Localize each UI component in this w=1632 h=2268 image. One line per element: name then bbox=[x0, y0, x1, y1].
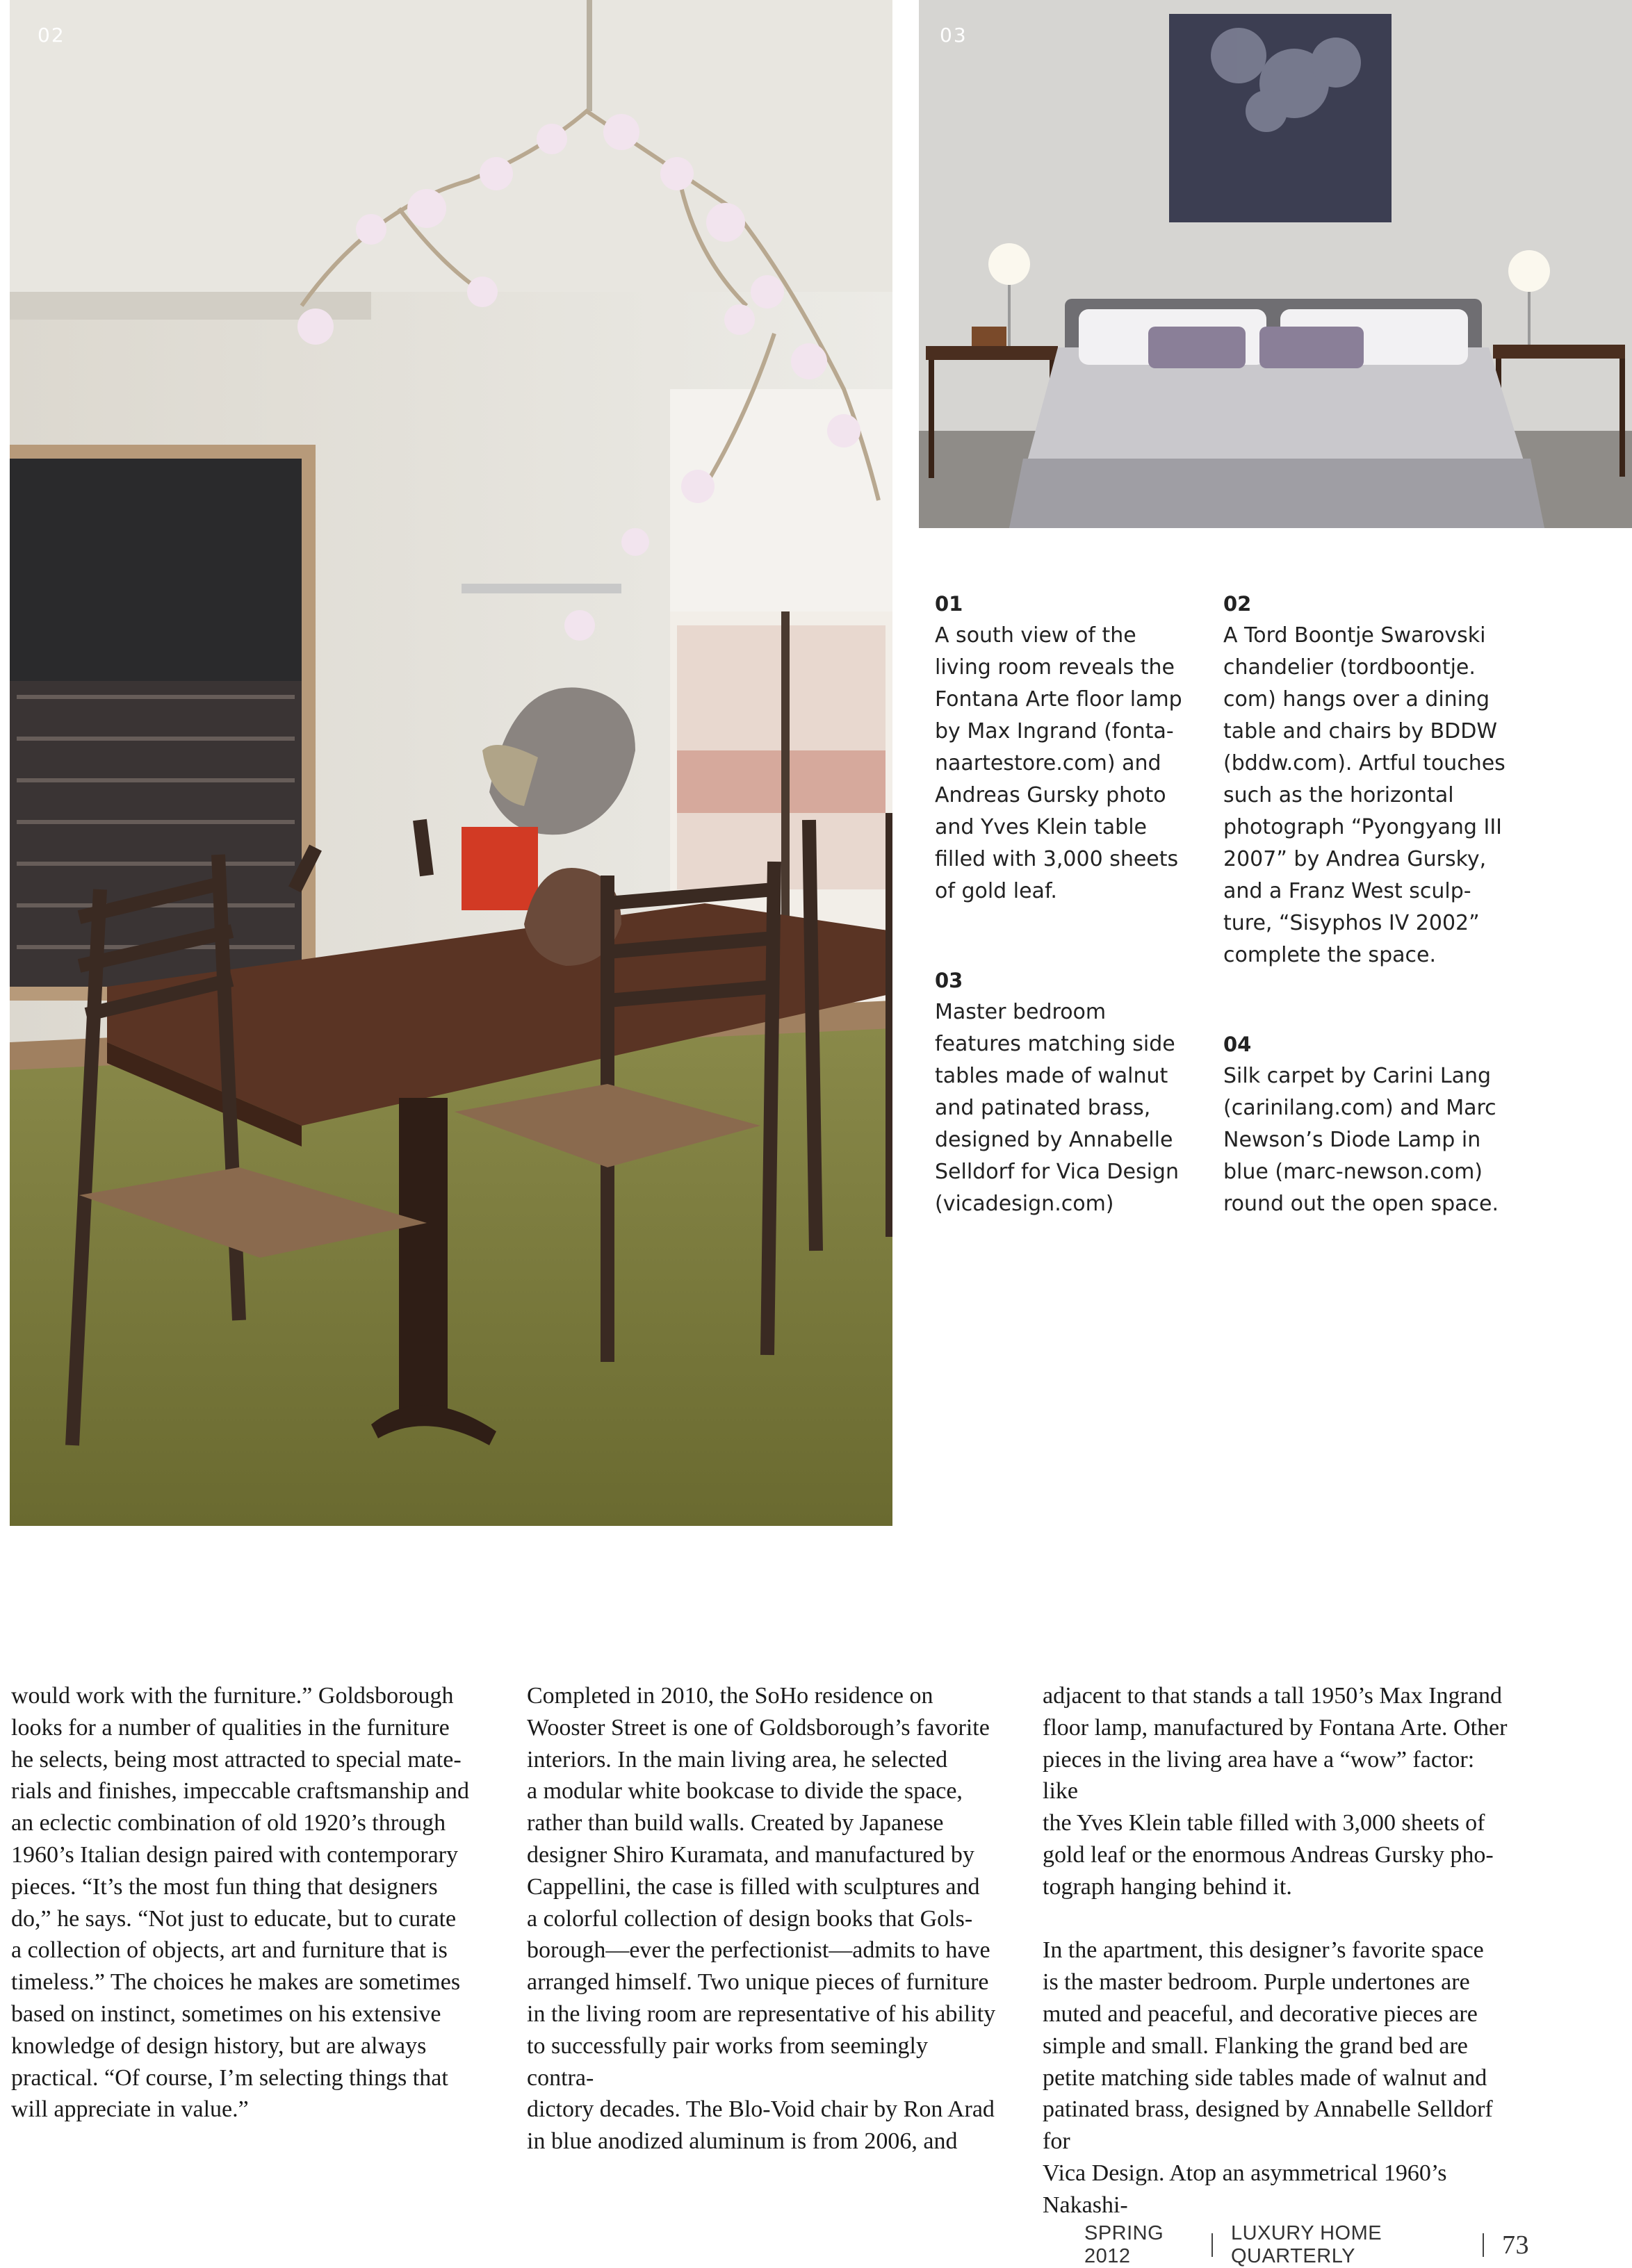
caption-text: Master bedroom features matching side tables made of walnut and patinated brass, designed by Annabelle Selldorf for Vica Design (vicadesign.com) bbox=[935, 1000, 1179, 1216]
caption-number: 03 bbox=[935, 969, 963, 992]
body-paragraph: adjacent to that stands a tall 1950’s Max Ingrand floor lamp, manufactured by Fontana Arte. Other pieces in the living area have a “wow” factor: like the Yves Klein table filled with 3,000 sheets of gold leaf or the enormous Andreas Gursky pho- tograph hanging behind it. bbox=[1043, 1683, 1508, 1900]
caption-text: A south view of the living room reveals the Fontana Arte floor lamp by Max Ingrand (fonta- naartestore.com) and Andreas Gursky photo and Yves Klein table filled with 3,000 sheets of gold leaf. bbox=[935, 623, 1182, 903]
page-number: 73 bbox=[1501, 2230, 1529, 2260]
body-paragraph: In the apartment, this designer’s favorite space is the master bedroom. Purple undertones are muted and peaceful, and decorative pieces are simple and small. Flanking the grand bed are petite matching side tables made of walnut and patinated brass, designed by Annabelle Selldorf for Vica Design. Atop an asymmetrical 1960’s Nakashi- bbox=[1043, 1937, 1493, 2218]
bedroom-illustration bbox=[919, 0, 1632, 528]
body-column-2 bbox=[527, 1680, 999, 2158]
footer-issue: SPRING 2012 bbox=[1084, 2222, 1164, 2267]
caption-01 bbox=[935, 588, 1199, 907]
caption-text: A Tord Boontje Swarovski chandelier (tordboontje. com) hangs over a dining table and chairs by BDDW (bddw.com). Artful touches such as the horizontal photograph “Pyongyang III 2007” by Andrea Gursky, and a Franz West sculp- ture, “Sisyphos IV 2002” complete the space. bbox=[1223, 623, 1505, 967]
caption-02 bbox=[1223, 588, 1515, 971]
caption-03 bbox=[935, 964, 1199, 1220]
caption-text: Silk carpet by Carini Lang (carinilang.com) and Marc Newson’s Diode Lamp in blue (marc-newson.com) round out the open space. bbox=[1223, 1064, 1499, 1216]
caption-04 bbox=[1223, 1028, 1515, 1220]
body-paragraph: Completed in 2010, the SoHo residence on Wooster Street is one of Goldsborough’s favorite interiors. In the main living area, he selected a modular white bookcase to divide the space, rather than build walls. Created by Japanese designer Shiro Kuramata, and manufactured by Cappellini, the case is filled with sculptures and a colorful collection of design books that Gols- borough—ever the perfectionist—admits to have arranged himself. Two unique pieces of furniture in the living room are representative of his ability to successfully pair works from seemingly contra- dictory decades. The Blo-Void chair by Ron Arad in blue anodized aluminum is from 2006, and bbox=[527, 1683, 996, 2155]
body-paragraph: would work with the furniture.” Goldsborough looks for a number of qualities in the furniture he selects, being most attracted to special mate- rials and finishes, impeccable craftsmanship and an eclectic combination of old 1920’s through 1960’s Italian design paired with contemporary pieces. “It’s the most fun thing that designers do,” he says. “Not just to educate, but to curate a collection of objects, art and furniture that is timeless.” The choices he makes are sometimes based on instinct, sometimes on his extensive knowledge of design history, but are always practical. “Of course, I’m selecting things that will appreciate in value.” bbox=[11, 1683, 469, 2123]
body-column-3 bbox=[1043, 1680, 1515, 2221]
bedroom-photo-number: 03 bbox=[940, 24, 968, 47]
footer-publication: LUXURY HOME QUARTERLY bbox=[1230, 2222, 1382, 2267]
bedroom-photo bbox=[919, 0, 1632, 528]
caption-number: 02 bbox=[1223, 592, 1252, 616]
dining-room-photo bbox=[10, 0, 892, 1526]
dining-photo-number: 02 bbox=[38, 24, 65, 47]
body-column-1 bbox=[11, 1680, 484, 2126]
dining-room-illustration bbox=[10, 0, 892, 1526]
caption-number: 01 bbox=[935, 592, 963, 616]
footer-divider bbox=[1211, 2233, 1213, 2257]
footer-divider bbox=[1483, 2233, 1484, 2257]
page-footer bbox=[1084, 2222, 1529, 2268]
caption-number: 04 bbox=[1223, 1033, 1252, 1056]
